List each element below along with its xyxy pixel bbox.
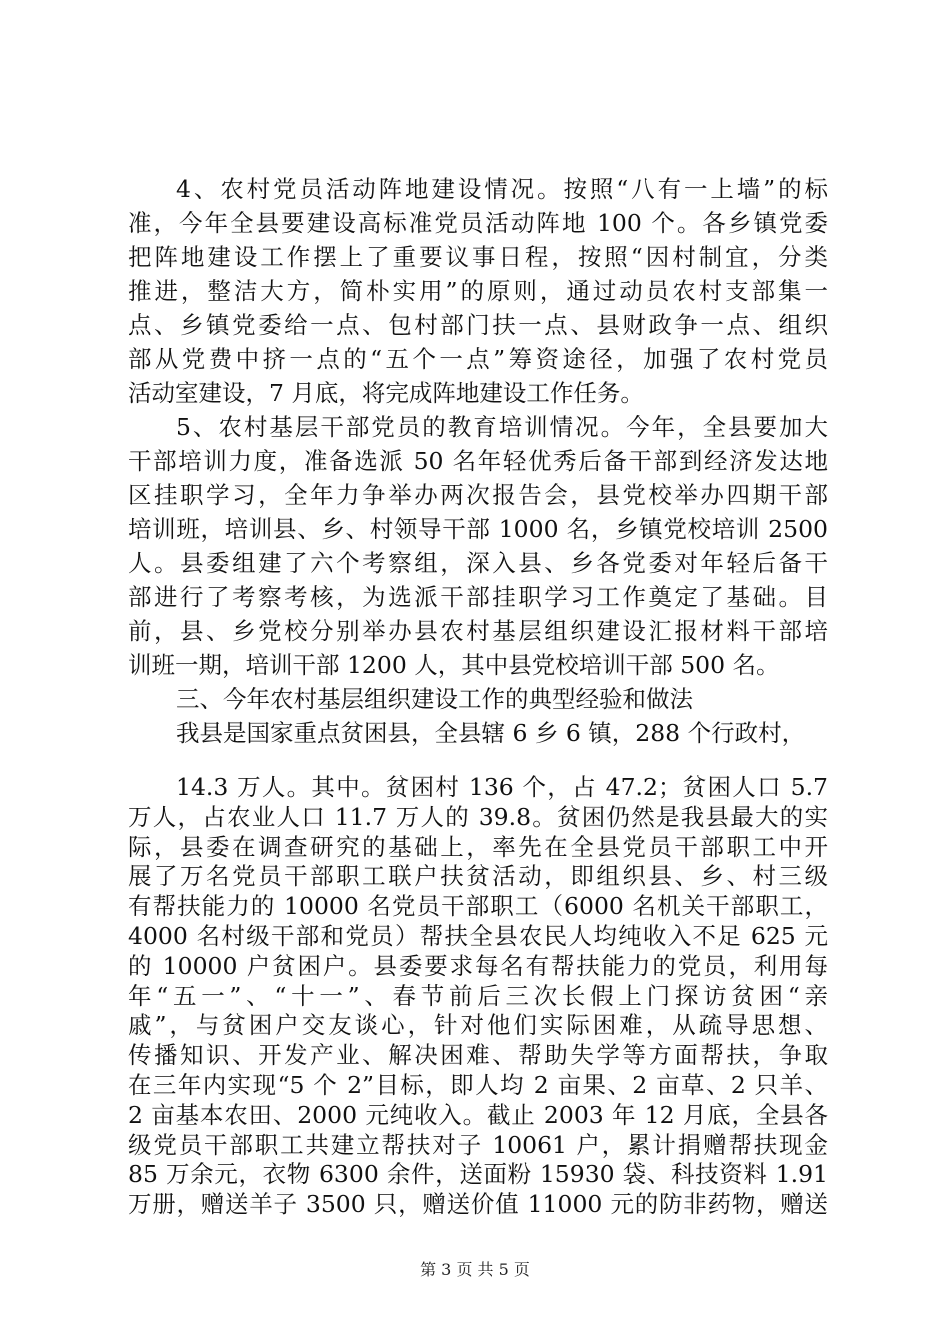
text-line: 2 亩基本农田、2000 元纯收入。截止 2003 年 12 月底，全县各 (128, 1100, 828, 1129)
text-line: 在三年内实现“5 个 2”目标，即人均 2 亩果、2 亩草、2 只羊、 (128, 1071, 828, 1099)
text-line: 部从党费中挤一点的“五个一点”筹资途径，加强了农村党员 (128, 345, 828, 373)
section-heading: 三、今年农村基层组织建设工作的典型经验和做法 (176, 685, 693, 713)
text-line: 际，县委在调查研究的基础上，率先在全县党员干部职工中开 (128, 832, 828, 861)
text-line: 训班一期，培训干部 1200 人，其中县党校培训干部 500 名。 (128, 651, 780, 679)
text-line: 年“五一”、“十一”、春节前后三次长假上门探访贫困“亲 (128, 981, 828, 1010)
text-line: 的 10000 户贫困户。县委要求每名有帮扶能力的党员，利用每 (128, 951, 828, 980)
text-line: 我县是国家重点贫困县，全县辖 6 乡 6 镇，288 个行政村， (176, 719, 806, 747)
text-line: 活动室建设，7 月底，将完成阵地建设工作任务。 (128, 379, 644, 407)
text-line: 级党员干部职工共建立帮扶对子 10061 户，累计捐赠帮扶现金 (128, 1130, 828, 1159)
text-line: 4000 名村级干部和党员）帮扶全县农民人均纯收入不足 625 元 (128, 922, 828, 950)
text-line: 干部培训力度，准备选派 50 名年轻优秀后备干部到经济发达地 (128, 447, 828, 475)
text-line: 85 万余元，衣物 6300 余件，送面粉 15930 袋、科技资料 1.91 (128, 1160, 828, 1189)
text-line: 万册，赠送羊子 3500 只，赠送价值 11000 元的防非药物，赠送 (128, 1190, 828, 1219)
text-line: 区挂职学习，全年力争举办两次报告会，县党校举办四期干部 (128, 481, 828, 509)
text-line: 4、农村党员活动阵地建设情况。按照“八有一上墙”的标 (176, 175, 828, 203)
text-line: 14.3 万人。其中。贫困村 136 个，占 47.2；贫困人口 5.7 (176, 773, 828, 801)
text-line: 戚”，与贫困户交友谈心，针对他们实际困难，从疏导思想、 (128, 1011, 828, 1040)
text-line: 培训班，培训县、乡、村领导干部 1000 名，乡镇党校培训 2500 (128, 515, 828, 543)
text-line: 推进，整洁大方，简朴实用”的原则，通过动员农村支部集一 (128, 277, 828, 305)
text-line: 有帮扶能力的 10000 名党员干部职工（6000 名机关干部职工， (128, 892, 828, 921)
text-line: 人。县委组建了六个考察组，深入县、乡各党委对年轻后备干 (128, 549, 828, 577)
text-line: 万人，占农业人口 11.7 万人的 39.8。贫困仍然是我县最大的实 (128, 802, 828, 831)
text-line: 展了万名党员干部职工联户扶贫活动，即组织县、乡、村三级 (128, 862, 828, 891)
text-line: 把阵地建设工作摆上了重要议事日程，按照“因村制宜，分类 (128, 243, 828, 271)
text-line: 传播知识、开发产业、解决困难、帮助失学等方面帮扶，争取 (128, 1041, 828, 1070)
page-footer: 第 3 页 共 5 页 (420, 1260, 530, 1279)
text-line: 前，县、乡党校分别举办县农村基层组织建设汇报材料干部培 (128, 617, 828, 645)
text-line: 5、农村基层干部党员的教育培训情况。今年，全县要加大 (176, 413, 828, 441)
text-line: 部进行了考察考核，为选派干部挂职学习工作奠定了基础。目 (128, 583, 828, 611)
text-line: 准，今年全县要建设高标准党员活动阵地 100 个。各乡镇党委 (128, 209, 828, 237)
text-line: 点、乡镇党委给一点、包村部门扶一点、县财政争一点、组织 (128, 311, 828, 339)
